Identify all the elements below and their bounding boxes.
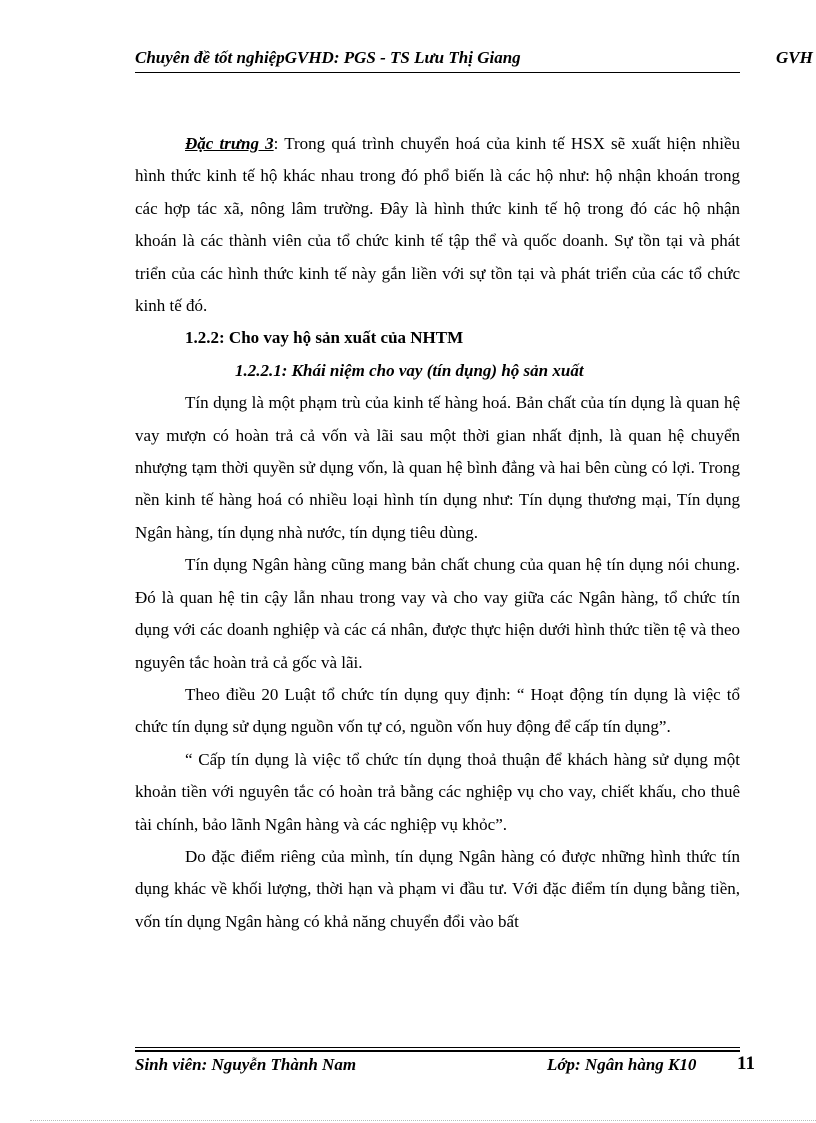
page-header <box>135 48 740 68</box>
paragraph-3: Tín dụng Ngân hàng cũng mang bản chất chung của quan hệ tín dụng nói chung. Đó là quan hệ tin cậy lẫn nhau trong vay và cho vay giữa các Ngân hàng, tổ chức tín dụng với các doanh nghiệp và các cá nhân, được thực hiện dưới hình thức tiền tệ và theo nguyên tắc hoàn trả cả gốc và lãi. <box>135 555 740 672</box>
footer-rule-thick <box>135 1050 740 1052</box>
header-title: Chuyên đề tốt nghiệpGVHD: PGS - TS Lưu Thị Giang <box>135 48 521 67</box>
paragraph-2: Tín dụng là một phạm trù của kinh tế hàng hoá. Bản chất của tín dụng là quan hệ vay mượn có hoàn trả cả vốn và lãi sau một thời gian nhất định, là quan hệ chuyển nhượng tạm thời quyền sử dụng vốn, là quan hệ bình đẳng và hai bên cùng có lợi. Trong nền kinh tế hàng hoá có nhiều loại hình tín dụng như: Tín dụng thương mại, Tín dụng Ngân hàng, tín dụng nhà nước, tín dụng tiêu dùng. <box>135 393 740 542</box>
section-heading: 1.2.2: Cho vay hộ sản xuất của NHTM <box>185 328 464 348</box>
paragraph-1-text: : Trong quá trình chuyển hoá của kinh tế HSX sẽ xuất hiện nhiều hình thức kinh tế hộ khác nhau trong đó phổ biến là các hộ như: hộ nhận khoán trong các hợp tác xã, nông lâm trường. Đây là hình thức kinh tế hộ trong đó các hộ nhận khoán là các thành viên của tổ chức kinh tế tập thể và quốc doanh. Sự tồn tại và phát triển của các hình thức kinh tế này gắn liền với sự tồn tại và phát triển của các tổ chức kinh tế đó. <box>135 134 740 316</box>
footer-class: Lớp: Ngân hàng K10 <box>547 1055 697 1074</box>
paragraph-5: “ Cấp tín dụng là việc tổ chức tín dụng thoả thuận để khách hàng sử dụng một khoản tiền với nguyên tắc có hoàn trả bằng các nghiệp vụ cho vay, chiết khấu, cho thuê tài chính, bảo lãnh Ngân hàng và các nghiệp vụ khỏc”. <box>135 749 740 834</box>
subsection-heading: 1.2.2.1: Khái niệm cho vay (tín dụng) hộ sản xuất <box>235 360 584 380</box>
document-body <box>135 128 740 938</box>
header-rule <box>135 72 740 73</box>
paragraph-1 <box>135 128 740 322</box>
paragraph-4: Theo điều 20 Luật tổ chức tín dụng quy định: “ Hoạt động tín dụng là việc tổ chức tín dụng sử dụng nguồn vốn tự có, nguồn vốn huy động để cấp tín dụng”. <box>135 684 740 737</box>
footer-rule-thin <box>135 1047 740 1048</box>
header-overflow-text: GVH <box>776 48 813 67</box>
page-number: 11 <box>737 1053 755 1074</box>
page-edge-dots <box>30 1120 816 1121</box>
footer-student: Sinh viên: Nguyễn Thành Nam <box>135 1055 357 1074</box>
paragraph-6: Do đặc điểm riêng của mình, tín dụng Ngân hàng có được những hình thức tín dụng khác về khối lượng, thời hạn và phạm vi đầu tư. Với đặc điểm tín dụng bằng tiền, vốn tín dụng Ngân hàng có khả năng chuyển đổi vào bất <box>135 846 740 931</box>
paragraph-1-lead: Đặc trưng 3 <box>185 134 274 153</box>
